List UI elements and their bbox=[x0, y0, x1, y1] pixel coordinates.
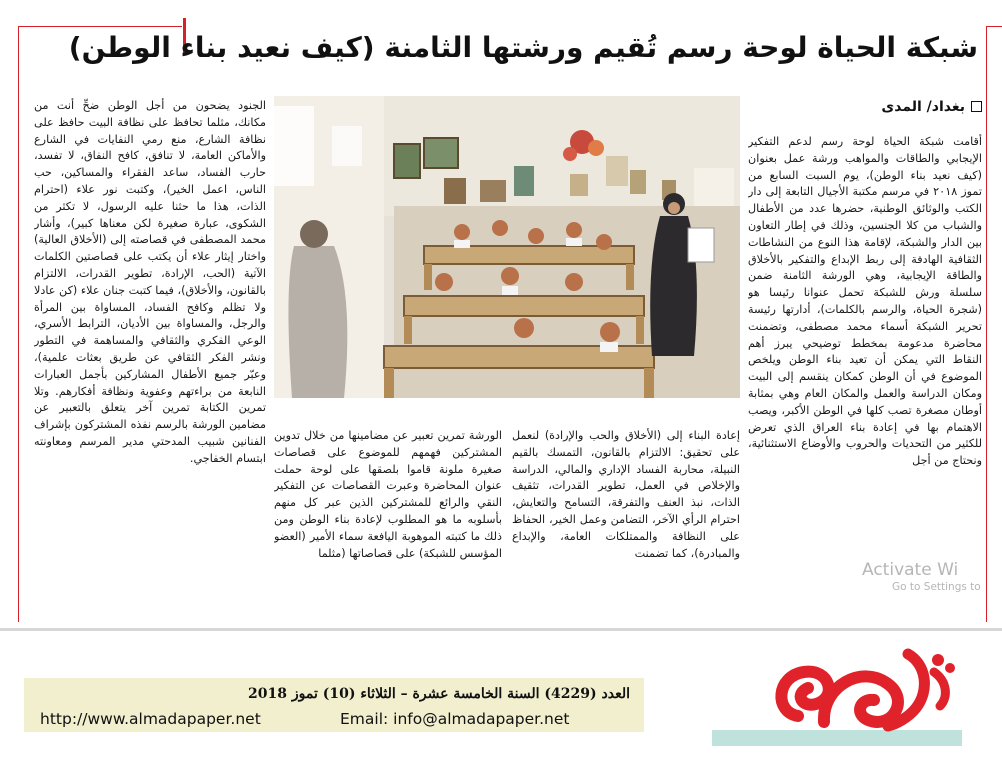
article-column-4-text: الجنود يضحون من أجل الوطن ضحِّ أنت من مكانك، مثلما تحافظ على نظافة البيت حافظ على نظافة الشارع، منع رمي النفايات في الشارع والأماكن العامة، لا تنافق، كافح النفاق، لا تفسد، حارب الفساد، ساعد الفقراء والمساكين، حب الناس، اعمل الخير)، وكتبت نور علاء (احترام الذات، هذا ما حثنا عليه الرسول، لا تكثر من الشكوى، عبارة صغيرة لكن معناها كبير)، وأشار محمد المصطفى في قصاصته إلى (الأخلاق العالية) واختار إيثار علاء أن يكتب على قصاصتين الكلمات الآتية (الحب، الإرادة، تطوير القدرات، الالتزام بالقانون، والأخلاق)، فيما كتبت جنان علاء (كن عادلا ولا تظلم وكافح الفساد، المساواة بين المرأة والرجل، والمساواة بين الأديان، الترابط الأسري، الوعي الفكري والثقافي والمساهمة في التطور ونشر الفكر الثقافي عن طريق بعثات علمية)، وعبّر جميع الأطفال المشاركين بأجمل العبارات النابعة من براءتهم وعفوية ونظافة أفكارهم. وتلا تمرين الكتابة تمرين آخر يتعلق بالتعبير عن مضامين الورشة بالرسم نفذه المشتركون بإشراف الفنانين شبيب المدحتي مدير المرسم ومعاونته ابتسام الخفاجي. bbox=[34, 99, 266, 465]
article-column-4 bbox=[34, 98, 266, 612]
issue-info: العدد (4229) السنة الخامسة عشرة – الثلاثاء (10) تموز 2018 bbox=[248, 686, 630, 702]
dateline-text: بغداد/ المدى bbox=[881, 99, 965, 115]
checkbox-square-icon bbox=[971, 101, 982, 112]
email-link[interactable]: Email: info@almadapaper.net bbox=[340, 710, 570, 728]
article-column-3-text: الورشة تمرين تعبير عن مضامينها من خلال تدوين المشتركين فهمهم للموضوع على قصاصات صغيرة ملونة قاموا بلصقها على لوحة حملت عنوان المحاضرة وعبرت القصاصات عن التفكير النقي والرائع للمشتركين الذين عبر كل منهم بأسلوبه ما هو المطلوب لإعادة بناء الوطن ومن ذلك ما كتبته الموهوبة اليافعة سماء الأمير (العضو المؤسس للشبكة) على قصاصاتها (مثلما bbox=[274, 429, 502, 560]
article-column-1-text: أقامت شبكة الحياة لوحة رسم لدعم التفكير الإيجابي والطاقات والمواهب ورشة عمل بعنوان (كيف نعيد بناء الوطن)، يوم السبت السابع من تموز ٢٠١٨ في مرسم مكتبة الأجيال التابعة إلى دار الكتب والوثائق الوطنية، حضرها عدد من الأطفال والشباب من كلا الجنسين، وذلك في إطار التعاون بين الدار والشبكة، لإقامة هذا النوع من النشاطات الثقافية الهادفة إلى ربط الإبداع والتفكير بالأخلاق والطاقة الإيجابية، وهي الورشة الثامنة ضمن سلسلة ورش للشبكة تحمل عنوانا رئيسا هو (شجرة الحياة، والرسم بالكلمات)، أدارتها رئيسة تحرير الشبكة أسماء محمد مصطفى، وتضمنت محاضرة مدعومة بمخطط توضيحي يبرز أهم النقاط التي يمكن أن تعيد بناء الوطن ويلخص الموضوع في أن الوطن كمكان ينقسم إلى البيت ومكان الدراسة والعمل والمكان العام وهي بمثابة أوطان مصغرة تصب كلها في الوطن الأكبر، ويصب الاهتمام بها في إعادة بناء العراق الذي تعرض للكثير من التحديات والحروب والأوضاع الاستثنائية، ونحتاج من أجل bbox=[748, 135, 982, 468]
watermark-line-1: Activate Wi bbox=[862, 560, 959, 580]
article-headline: شبكة الحياة لوحة رسم تُقيم ورشتها الثامنة (كيف نعيد بناء الوطن) bbox=[68, 31, 978, 64]
watermark-line-2: Go to Settings to bbox=[892, 581, 981, 593]
frame-line-top-right bbox=[986, 26, 1002, 27]
frame-line-left bbox=[18, 26, 19, 622]
almada-logo bbox=[712, 646, 972, 750]
almada-logo-icon bbox=[712, 646, 972, 750]
website-link[interactable]: http://www.almadapaper.net bbox=[40, 710, 261, 728]
article-column-2 bbox=[512, 428, 740, 612]
frame-line-right bbox=[986, 26, 987, 622]
activate-windows-watermark bbox=[862, 560, 1002, 594]
footer-divider bbox=[0, 628, 1002, 631]
article-column-1 bbox=[748, 134, 982, 612]
article-column-2-text: إعادة البناء إلى (الأخلاق والحب والإرادة) لنعمل على تحقيق: الالتزام بالقانون، التمسك بالقيم النبيلة، محاربة الفساد الإداري والمالي، الدراسة والإخلاص في العمل، تطوير القدرات، تثقيف الذات، نبذ العنف والتفرقة، التسامح والتعايش، احترام الرأي الآخر، التضامن وعمل الخير، الحفاظ على النظافة والممتلكات العامة، والإبداع والمبادرة)، كما تضمنت bbox=[512, 429, 740, 560]
classroom-photo bbox=[274, 96, 740, 398]
article-column-3 bbox=[274, 428, 502, 612]
classroom-illustration-icon bbox=[274, 96, 740, 398]
footer-contact bbox=[40, 708, 640, 730]
dateline bbox=[796, 96, 982, 118]
